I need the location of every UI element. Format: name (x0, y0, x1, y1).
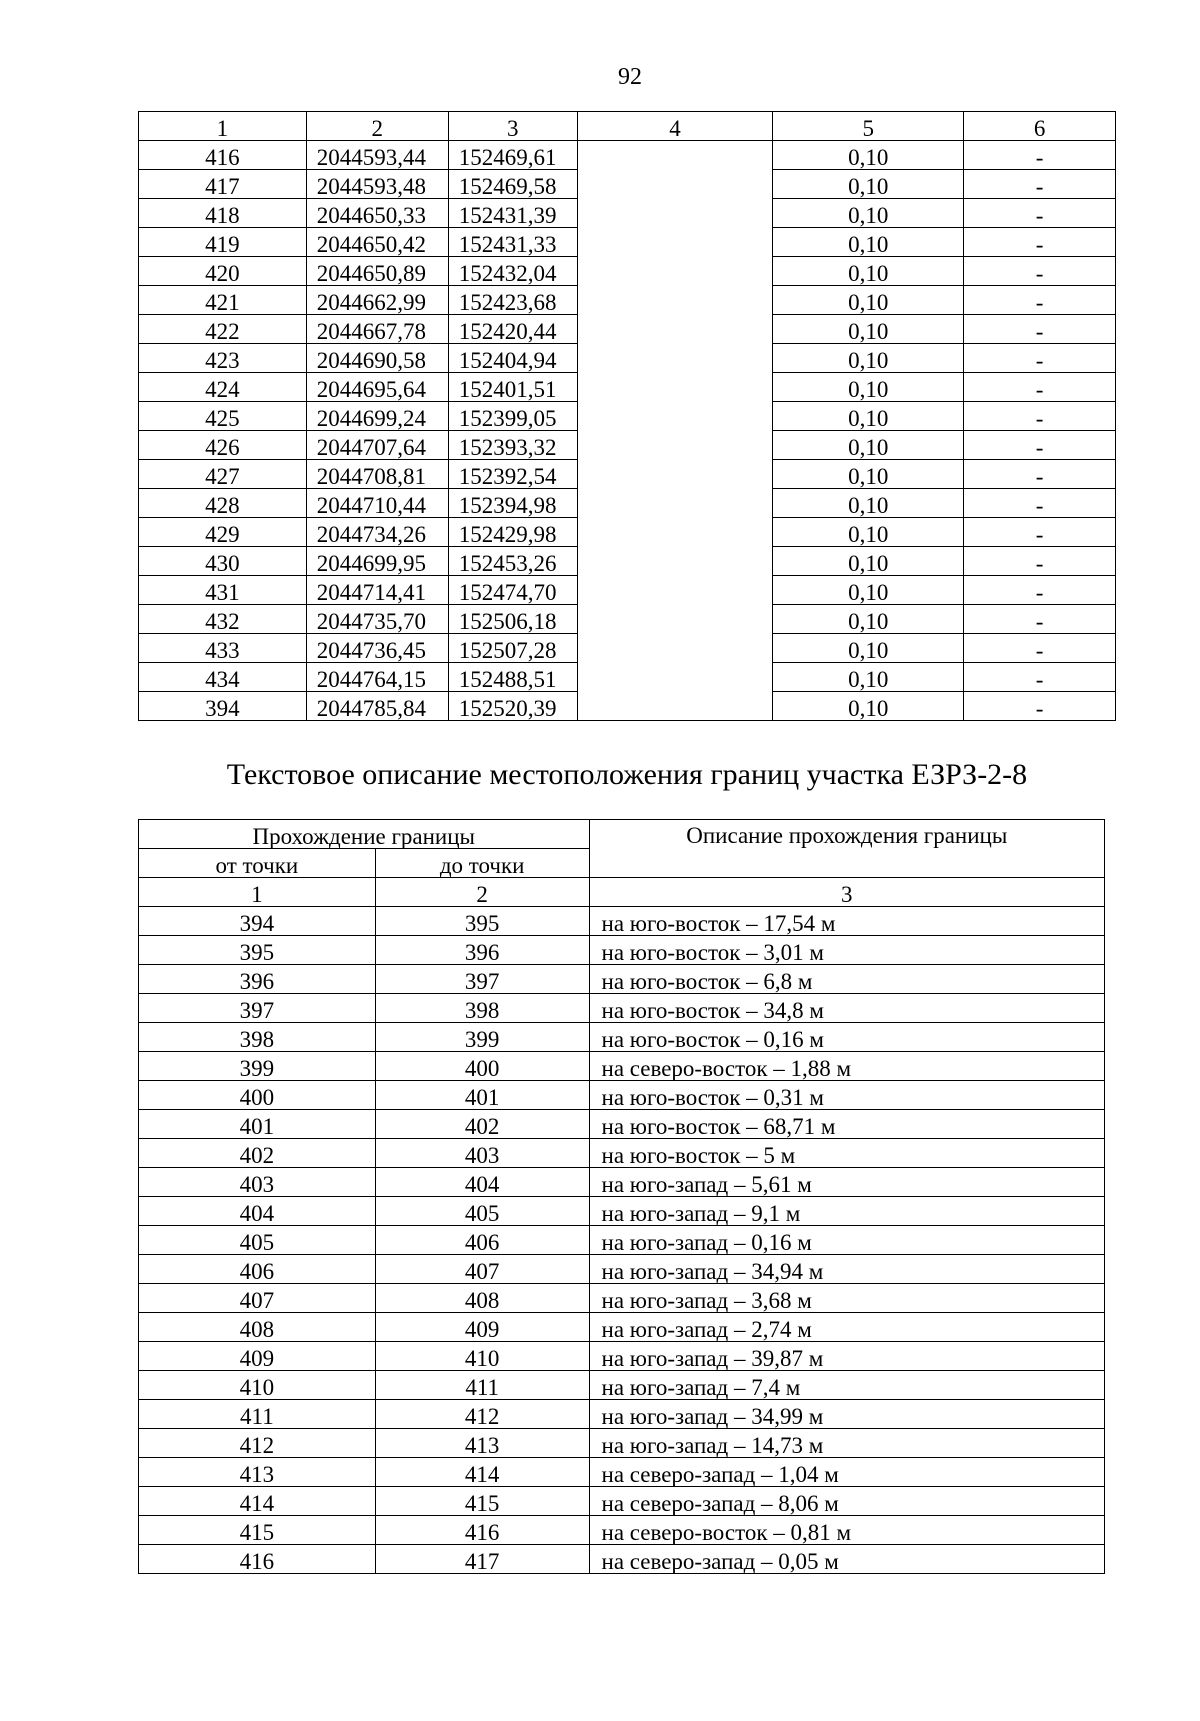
y-coordinate-cell: 152420,44 (448, 315, 577, 344)
y-coordinate-cell: 152392,54 (448, 460, 577, 489)
accuracy-cell: 0,10 (773, 315, 964, 344)
point-number-cell: 428 (139, 489, 307, 518)
y-coordinate-cell: 152469,61 (448, 141, 577, 170)
boundary-description-table (138, 819, 1105, 1574)
accuracy-cell: 0,10 (773, 228, 964, 257)
x-coordinate-cell: 2044707,64 (306, 431, 448, 460)
to-point-cell: 416 (375, 1516, 589, 1545)
point-number-cell: 427 (139, 460, 307, 489)
point-number-cell: 430 (139, 547, 307, 576)
point-number-cell: 424 (139, 373, 307, 402)
point-number-cell: 420 (139, 257, 307, 286)
note-cell: - (964, 199, 1116, 228)
coordinates-table (138, 111, 1116, 721)
accuracy-cell: 0,10 (773, 692, 964, 721)
accuracy-cell: 0,10 (773, 663, 964, 692)
note-cell: - (964, 692, 1116, 721)
description-cell: на юго-запад – 34,94 м (589, 1255, 1104, 1284)
column-number-cell: 2 (375, 878, 589, 907)
description-cell: на юго-запад – 3,68 м (589, 1284, 1104, 1313)
to-point-cell: 400 (375, 1052, 589, 1081)
note-cell: - (964, 547, 1116, 576)
point-number-cell: 419 (139, 228, 307, 257)
to-point-cell: 412 (375, 1400, 589, 1429)
y-coordinate-cell: 152431,39 (448, 199, 577, 228)
boundary-description-row (139, 1313, 1105, 1342)
point-number-cell: 422 (139, 315, 307, 344)
description-cell: на юго-восток – 6,8 м (589, 965, 1104, 994)
point-number-cell: 434 (139, 663, 307, 692)
y-coordinate-cell: 152453,26 (448, 547, 577, 576)
accuracy-cell: 0,10 (773, 489, 964, 518)
y-coordinate-cell: 152520,39 (448, 692, 577, 721)
description-cell: на северо-запад – 8,06 м (589, 1487, 1104, 1516)
note-cell: - (964, 170, 1116, 199)
description-cell: на северо-восток – 0,81 м (589, 1516, 1104, 1545)
x-coordinate-cell: 2044734,26 (306, 518, 448, 547)
from-point-cell: 400 (139, 1081, 376, 1110)
description-cell: на юго-восток – 34,8 м (589, 994, 1104, 1023)
boundary-description-row (139, 965, 1105, 994)
from-point-cell: 416 (139, 1545, 376, 1574)
x-coordinate-cell: 2044650,89 (306, 257, 448, 286)
boundary-description-table-body (139, 820, 1105, 1574)
desc-header-row-1 (139, 820, 1105, 849)
accuracy-cell: 0,10 (773, 431, 964, 460)
from-point-cell: 413 (139, 1458, 376, 1487)
description-cell: на юго-запад – 7,4 м (589, 1371, 1104, 1400)
note-cell: - (964, 344, 1116, 373)
description-cell: на северо-запад – 0,05 м (589, 1545, 1104, 1574)
x-coordinate-cell: 2044714,41 (306, 576, 448, 605)
section-title: Текстовое описание местоположения границ участка ЕЗРЗ-2-8 (226, 758, 1028, 791)
point-number-cell: 425 (139, 402, 307, 431)
accuracy-cell: 0,10 (773, 344, 964, 373)
x-coordinate-cell: 2044699,24 (306, 402, 448, 431)
accuracy-cell: 0,10 (773, 576, 964, 605)
accuracy-cell: 0,10 (773, 170, 964, 199)
from-point-cell: 411 (139, 1400, 376, 1429)
description-cell: на юго-запад – 5,61 м (589, 1168, 1104, 1197)
x-coordinate-cell: 2044593,48 (306, 170, 448, 199)
to-point-cell: 414 (375, 1458, 589, 1487)
y-coordinate-cell: 152506,18 (448, 605, 577, 634)
boundary-description-row (139, 1371, 1105, 1400)
description-cell: на юго-запад – 2,74 м (589, 1313, 1104, 1342)
header-boundary-passage: Прохождение границы (139, 820, 590, 849)
description-cell: на юго-запад – 14,73 м (589, 1429, 1104, 1458)
from-point-cell: 409 (139, 1342, 376, 1371)
from-point-cell: 406 (139, 1255, 376, 1284)
note-cell: - (964, 315, 1116, 344)
from-point-cell: 394 (139, 907, 376, 936)
point-number-cell: 416 (139, 141, 307, 170)
point-number-cell: 418 (139, 199, 307, 228)
y-coordinate-cell: 152474,70 (448, 576, 577, 605)
from-point-cell: 403 (139, 1168, 376, 1197)
to-point-cell: 398 (375, 994, 589, 1023)
to-point-cell: 401 (375, 1081, 589, 1110)
accuracy-cell: 0,10 (773, 402, 964, 431)
description-cell: на юго-запад – 34,99 м (589, 1400, 1104, 1429)
note-cell: - (964, 286, 1116, 315)
accuracy-cell: 0,10 (773, 373, 964, 402)
x-coordinate-cell: 2044764,15 (306, 663, 448, 692)
x-coordinate-cell: 2044785,84 (306, 692, 448, 721)
to-point-cell: 413 (375, 1429, 589, 1458)
x-coordinate-cell: 2044735,70 (306, 605, 448, 634)
to-point-cell: 399 (375, 1023, 589, 1052)
note-cell: - (964, 634, 1116, 663)
y-coordinate-cell: 152401,51 (448, 373, 577, 402)
to-point-cell: 395 (375, 907, 589, 936)
note-cell: - (964, 576, 1116, 605)
note-cell: - (964, 518, 1116, 547)
description-cell: на юго-восток – 0,16 м (589, 1023, 1104, 1052)
to-point-cell: 407 (375, 1255, 589, 1284)
y-coordinate-cell: 152432,04 (448, 257, 577, 286)
from-point-cell: 404 (139, 1197, 376, 1226)
accuracy-cell: 0,10 (773, 634, 964, 663)
point-number-cell: 423 (139, 344, 307, 373)
from-point-cell: 402 (139, 1139, 376, 1168)
boundary-description-row (139, 1226, 1105, 1255)
y-coordinate-cell: 152394,98 (448, 489, 577, 518)
column-number-cell: 1 (139, 878, 376, 907)
note-cell: - (964, 460, 1116, 489)
description-cell: на юго-запад – 0,16 м (589, 1226, 1104, 1255)
boundary-description-row (139, 1255, 1105, 1284)
boundary-description-row (139, 1400, 1105, 1429)
from-point-cell: 414 (139, 1487, 376, 1516)
x-coordinate-cell: 2044650,33 (306, 199, 448, 228)
to-point-cell: 403 (375, 1139, 589, 1168)
from-point-cell: 407 (139, 1284, 376, 1313)
x-coordinate-cell: 2044695,64 (306, 373, 448, 402)
y-coordinate-cell: 152429,98 (448, 518, 577, 547)
from-point-cell: 412 (139, 1429, 376, 1458)
coord-header-cell: 3 (448, 112, 577, 141)
boundary-description-row (139, 1545, 1105, 1574)
description-cell: на юго-запад – 39,87 м (589, 1342, 1104, 1371)
x-coordinate-cell: 2044710,44 (306, 489, 448, 518)
coordinates-table-body (139, 112, 1116, 721)
note-cell: - (964, 228, 1116, 257)
point-number-cell: 421 (139, 286, 307, 315)
x-coordinate-cell: 2044662,99 (306, 286, 448, 315)
from-point-cell: 401 (139, 1110, 376, 1139)
from-point-cell: 398 (139, 1023, 376, 1052)
y-coordinate-cell: 152469,58 (448, 170, 577, 199)
coordinates-table-row (139, 141, 1116, 170)
x-coordinate-cell: 2044650,42 (306, 228, 448, 257)
point-number-cell: 431 (139, 576, 307, 605)
point-number-cell: 432 (139, 605, 307, 634)
page-number: 92 (618, 64, 642, 90)
method-column-cell (577, 141, 773, 721)
to-point-cell: 408 (375, 1284, 589, 1313)
x-coordinate-cell: 2044708,81 (306, 460, 448, 489)
boundary-description-row (139, 1284, 1105, 1313)
boundary-description-row (139, 1110, 1105, 1139)
desc-column-numbers-row (139, 878, 1105, 907)
boundary-description-row (139, 1516, 1105, 1545)
y-coordinate-cell: 152507,28 (448, 634, 577, 663)
y-coordinate-cell: 152399,05 (448, 402, 577, 431)
note-cell: - (964, 257, 1116, 286)
header-to-point: до точки (375, 849, 589, 878)
from-point-cell: 415 (139, 1516, 376, 1545)
point-number-cell: 433 (139, 634, 307, 663)
from-point-cell: 395 (139, 936, 376, 965)
accuracy-cell: 0,10 (773, 286, 964, 315)
boundary-description-row (139, 1487, 1105, 1516)
from-point-cell: 410 (139, 1371, 376, 1400)
from-point-cell: 397 (139, 994, 376, 1023)
description-cell: на юго-восток – 3,01 м (589, 936, 1104, 965)
accuracy-cell: 0,10 (773, 518, 964, 547)
boundary-description-row (139, 1052, 1105, 1081)
y-coordinate-cell: 152393,32 (448, 431, 577, 460)
from-point-cell: 399 (139, 1052, 376, 1081)
y-coordinate-cell: 152404,94 (448, 344, 577, 373)
description-cell: на юго-восток – 5 м (589, 1139, 1104, 1168)
description-cell: на юго-восток – 17,54 м (589, 907, 1104, 936)
description-cell: на юго-восток – 68,71 м (589, 1110, 1104, 1139)
y-coordinate-cell: 152423,68 (448, 286, 577, 315)
to-point-cell: 417 (375, 1545, 589, 1574)
point-number-cell: 417 (139, 170, 307, 199)
to-point-cell: 409 (375, 1313, 589, 1342)
from-point-cell: 408 (139, 1313, 376, 1342)
coord-header-cell: 1 (139, 112, 307, 141)
boundary-description-row (139, 1197, 1105, 1226)
boundary-description-row (139, 994, 1105, 1023)
boundary-description-row (139, 1139, 1105, 1168)
boundary-description-row (139, 1342, 1105, 1371)
to-point-cell: 396 (375, 936, 589, 965)
boundary-description-row (139, 1023, 1105, 1052)
x-coordinate-cell: 2044593,44 (306, 141, 448, 170)
coord-header-cell: 6 (964, 112, 1116, 141)
y-coordinate-cell: 152431,33 (448, 228, 577, 257)
note-cell: - (964, 489, 1116, 518)
x-coordinate-cell: 2044736,45 (306, 634, 448, 663)
boundary-description-row (139, 936, 1105, 965)
accuracy-cell: 0,10 (773, 547, 964, 576)
to-point-cell: 410 (375, 1342, 589, 1371)
boundary-description-row (139, 907, 1105, 936)
note-cell: - (964, 141, 1116, 170)
to-point-cell: 397 (375, 965, 589, 994)
to-point-cell: 404 (375, 1168, 589, 1197)
note-cell: - (964, 402, 1116, 431)
y-coordinate-cell: 152488,51 (448, 663, 577, 692)
description-cell: на юго-восток – 0,31 м (589, 1081, 1104, 1110)
boundary-description-row (139, 1168, 1105, 1197)
coord-header-cell: 5 (773, 112, 964, 141)
accuracy-cell: 0,10 (773, 199, 964, 228)
x-coordinate-cell: 2044699,95 (306, 547, 448, 576)
note-cell: - (964, 373, 1116, 402)
point-number-cell: 394 (139, 692, 307, 721)
header-boundary-description: Описание прохождения границы (589, 820, 1104, 878)
x-coordinate-cell: 2044690,58 (306, 344, 448, 373)
boundary-description-row (139, 1081, 1105, 1110)
accuracy-cell: 0,10 (773, 257, 964, 286)
note-cell: - (964, 431, 1116, 460)
coord-header-cell: 4 (577, 112, 773, 141)
to-point-cell: 406 (375, 1226, 589, 1255)
point-number-cell: 429 (139, 518, 307, 547)
note-cell: - (964, 605, 1116, 634)
to-point-cell: 415 (375, 1487, 589, 1516)
point-number-cell: 426 (139, 431, 307, 460)
column-number-cell: 3 (589, 878, 1104, 907)
note-cell: - (964, 663, 1116, 692)
boundary-description-row (139, 1458, 1105, 1487)
accuracy-cell: 0,10 (773, 460, 964, 489)
accuracy-cell: 0,10 (773, 141, 964, 170)
to-point-cell: 402 (375, 1110, 589, 1139)
from-point-cell: 405 (139, 1226, 376, 1255)
coord-header-cell: 2 (306, 112, 448, 141)
to-point-cell: 405 (375, 1197, 589, 1226)
x-coordinate-cell: 2044667,78 (306, 315, 448, 344)
accuracy-cell: 0,10 (773, 605, 964, 634)
to-point-cell: 411 (375, 1371, 589, 1400)
coordinates-header-row (139, 112, 1116, 141)
description-cell: на юго-запад – 9,1 м (589, 1197, 1104, 1226)
boundary-description-row (139, 1429, 1105, 1458)
from-point-cell: 396 (139, 965, 376, 994)
description-cell: на северо-запад – 1,04 м (589, 1458, 1104, 1487)
description-cell: на северо-восток – 1,88 м (589, 1052, 1104, 1081)
header-from-point: от точки (139, 849, 376, 878)
